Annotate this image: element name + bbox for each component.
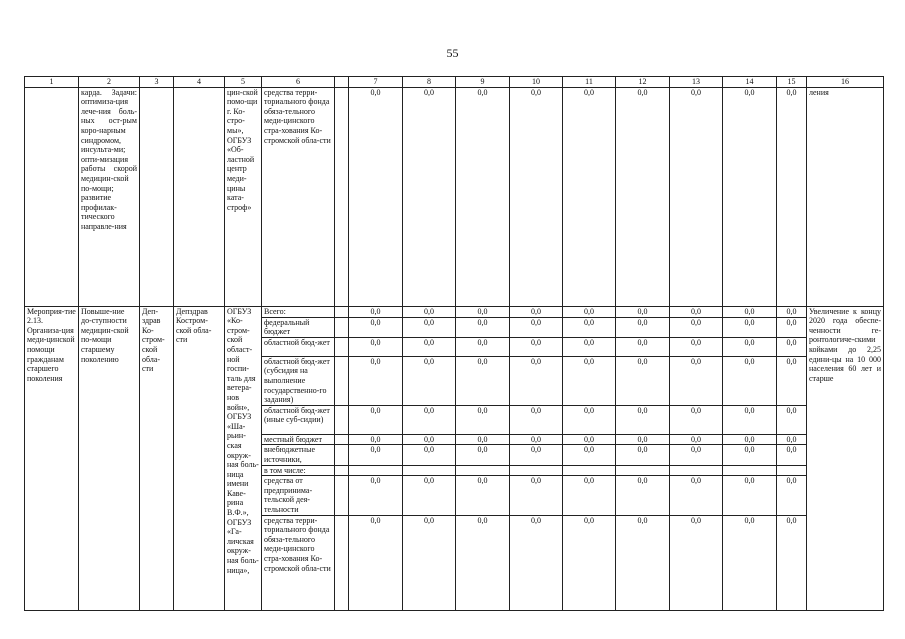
value-cell: 0,0 (670, 405, 723, 434)
col-header: 15 (777, 77, 807, 88)
funding-source: внебюджетные источники, (262, 445, 335, 465)
col-header: 16 (807, 77, 884, 88)
page-number: 55 (446, 46, 459, 60)
table-cell (335, 337, 349, 356)
value-cell: 0,0 (616, 515, 670, 610)
value-cell: 0,0 (456, 476, 510, 515)
col-header: 3 (140, 77, 174, 88)
funding-source: средства от предпринима-тельской дея-тельности (262, 476, 335, 515)
value-cell: 0,0 (670, 476, 723, 515)
value-cell: 0,0 (510, 445, 563, 465)
value-cell: 0,0 (456, 515, 510, 610)
task-description: карда. Задачи: оптимиза-ция лече-ния боль-ных ост-рым коро-нарным синдромом, инсульта-ми; опти-мизация работы скорой медицин-ской по-мощи; развитие профилак-тического направле-ния (79, 87, 140, 306)
value-cell (670, 465, 723, 476)
value-cell: 0,0 (723, 337, 777, 356)
col-header: 5 (225, 77, 262, 88)
value-cell: 0,0 (349, 515, 403, 610)
funding-source: областной бюд-жет (субсидия на выполнение государственно-го задания) (262, 356, 335, 405)
value-cell: 0,0 (510, 317, 563, 337)
event-executors: ОГБУЗ «Ко-стром-ской област-ной госпи-таль для ветера-нов войн», ОГБУЗ «Ша-рьин-ская окруж-ная боль-ница имени Каве-рина В.Ф.», ОГБУЗ «Га-личская окруж-ная боль-ница», (225, 306, 262, 610)
value-cell: 0,0 (723, 405, 777, 434)
value-cell: 0,0 (563, 306, 616, 317)
table-cell (335, 317, 349, 337)
funding-source: в том числе: (262, 465, 335, 476)
value-cell: 0,0 (723, 476, 777, 515)
value-cell: 0,0 (349, 476, 403, 515)
value-cell: 0,0 (723, 317, 777, 337)
col-header: 8 (403, 77, 456, 88)
value-cell: 0,0 (563, 356, 616, 405)
value-cell: 0,0 (777, 356, 807, 405)
value-cell: 0,0 (777, 87, 807, 306)
value-cell: 0,0 (616, 445, 670, 465)
value-cell: 0,0 (510, 515, 563, 610)
value-cell: 0,0 (403, 476, 456, 515)
value-cell: 0,0 (723, 515, 777, 610)
funding-source: областной бюд-жет (262, 337, 335, 356)
value-cell (616, 465, 670, 476)
value-cell: 0,0 (616, 405, 670, 434)
col-header: 6 (262, 77, 335, 88)
value-cell: 0,0 (456, 87, 510, 306)
value-cell: 0,0 (670, 317, 723, 337)
value-cell: 0,0 (723, 445, 777, 465)
value-cell: 0,0 (349, 405, 403, 434)
value-cell: 0,0 (510, 405, 563, 434)
value-cell: 0,0 (563, 337, 616, 356)
value-cell: 0,0 (563, 445, 616, 465)
value-cell: 0,0 (349, 337, 403, 356)
expected-result: Увеличение к концу 2020 года обеспе-ченности ге-ронтологиче-скими койками до 2,25 едини-цы на 10 000 населения 60 лет и старше (807, 306, 884, 610)
event-coordinator: Деп-здрав Ко-стром-ской обла-сти (140, 306, 174, 610)
table-cell (140, 87, 174, 306)
value-cell: 0,0 (670, 356, 723, 405)
col-header: 7 (349, 77, 403, 88)
funding-source: областной бюд-жет (иные суб-сидии) (262, 405, 335, 434)
value-cell: 0,0 (670, 434, 723, 445)
value-cell: 0,0 (563, 434, 616, 445)
value-cell: 0,0 (563, 317, 616, 337)
value-cell: 0,0 (510, 337, 563, 356)
col-separator (335, 77, 349, 88)
col-header: 4 (174, 77, 225, 88)
value-cell: 0,0 (670, 445, 723, 465)
table-cell (335, 476, 349, 515)
funding-source: местный бюджет (262, 434, 335, 445)
value-cell: 0,0 (670, 87, 723, 306)
col-header: 1 (25, 77, 79, 88)
value-cell: 0,0 (403, 445, 456, 465)
value-cell: 0,0 (616, 476, 670, 515)
table-cell (174, 87, 225, 306)
value-cell: 0,0 (510, 87, 563, 306)
value-cell: 0,0 (723, 356, 777, 405)
table-cell (335, 445, 349, 465)
value-cell: 0,0 (510, 356, 563, 405)
table-cell (335, 515, 349, 610)
value-cell: 0,0 (456, 337, 510, 356)
value-cell: 0,0 (616, 337, 670, 356)
value-cell: 0,0 (510, 434, 563, 445)
header-row (25, 77, 884, 88)
col-header: 9 (456, 77, 510, 88)
event-title: Мероприя-тие 2.13. Организа-ция меди-цинской помощи гражданам старшего поколения (25, 306, 79, 610)
value-cell: 0,0 (403, 405, 456, 434)
value-cell: 0,0 (349, 434, 403, 445)
event-responsible: Депздрав Костром-ской обла-сти (174, 306, 225, 610)
value-cell: 0,0 (616, 356, 670, 405)
funding-source: федеральный бюджет (262, 317, 335, 337)
col-header: 13 (670, 77, 723, 88)
value-cell: 0,0 (349, 356, 403, 405)
value-cell: 0,0 (403, 317, 456, 337)
value-cell: 0,0 (403, 87, 456, 306)
value-cell: 0,0 (456, 356, 510, 405)
value-cell: 0,0 (723, 87, 777, 306)
value-cell (723, 465, 777, 476)
funding-source: средства терри-ториального фонда обяза-тельного меди-цинского стра-хования Ко-стромской обла-сти (262, 515, 335, 610)
value-cell: 0,0 (456, 405, 510, 434)
value-cell: 0,0 (777, 445, 807, 465)
col-header: 12 (616, 77, 670, 88)
value-cell: 0,0 (670, 337, 723, 356)
event-goal: Повыше-ние до-ступности медицин-ской по-мощи старшему поколению (79, 306, 140, 610)
value-cell: 0,0 (616, 306, 670, 317)
executors-cell: цин-ской помо-щи г. Ко-стро-мы», ОГБУЗ «Об-ластной центр меди-цины ката-строф» (225, 87, 262, 306)
table-cell (335, 356, 349, 405)
value-cell: 0,0 (510, 476, 563, 515)
value-cell: 0,0 (563, 515, 616, 610)
value-cell: 0,0 (777, 515, 807, 610)
value-cell: 0,0 (563, 87, 616, 306)
funding-source: Всего: (262, 306, 335, 317)
value-cell: 0,0 (777, 434, 807, 445)
value-cell: 0,0 (563, 405, 616, 434)
value-cell: 0,0 (670, 306, 723, 317)
table-row (25, 306, 884, 317)
value-cell: 0,0 (563, 476, 616, 515)
value-cell: 0,0 (777, 306, 807, 317)
table-cell (335, 405, 349, 434)
value-cell: 0,0 (670, 515, 723, 610)
col-header: 2 (79, 77, 140, 88)
value-cell: 0,0 (777, 337, 807, 356)
value-cell (563, 465, 616, 476)
table-cell (335, 306, 349, 317)
value-cell: 0,0 (723, 434, 777, 445)
funding-source: средства терри-ториального фонда обяза-тельного меди-цинского стра-хования Ко-стромской обла-сти (262, 87, 335, 306)
table-cell (335, 465, 349, 476)
value-cell: 0,0 (349, 445, 403, 465)
value-cell: 0,0 (403, 515, 456, 610)
col-header: 14 (723, 77, 777, 88)
value-cell: 0,0 (616, 434, 670, 445)
value-cell: 0,0 (349, 306, 403, 317)
value-cell: 0,0 (456, 317, 510, 337)
table-cell (335, 87, 349, 306)
value-cell: 0,0 (456, 306, 510, 317)
result-cell: ления (807, 87, 884, 306)
table-cell (25, 87, 79, 306)
value-cell: 0,0 (777, 476, 807, 515)
value-cell: 0,0 (456, 434, 510, 445)
value-cell (777, 465, 807, 476)
value-cell: 0,0 (403, 434, 456, 445)
value-cell: 0,0 (349, 87, 403, 306)
table-row (25, 87, 884, 306)
value-cell: 0,0 (777, 405, 807, 434)
value-cell: 0,0 (616, 87, 670, 306)
col-header: 10 (510, 77, 563, 88)
value-cell (510, 465, 563, 476)
value-cell (349, 465, 403, 476)
value-cell: 0,0 (723, 306, 777, 317)
value-cell (403, 465, 456, 476)
value-cell: 0,0 (456, 445, 510, 465)
value-cell: 0,0 (616, 317, 670, 337)
table-cell (335, 434, 349, 445)
value-cell: 0,0 (403, 337, 456, 356)
value-cell: 0,0 (403, 356, 456, 405)
value-cell: 0,0 (349, 317, 403, 337)
col-header: 11 (563, 77, 616, 88)
value-cell: 0,0 (403, 306, 456, 317)
value-cell: 0,0 (777, 317, 807, 337)
value-cell (456, 465, 510, 476)
value-cell: 0,0 (510, 306, 563, 317)
budget-table (24, 76, 884, 611)
